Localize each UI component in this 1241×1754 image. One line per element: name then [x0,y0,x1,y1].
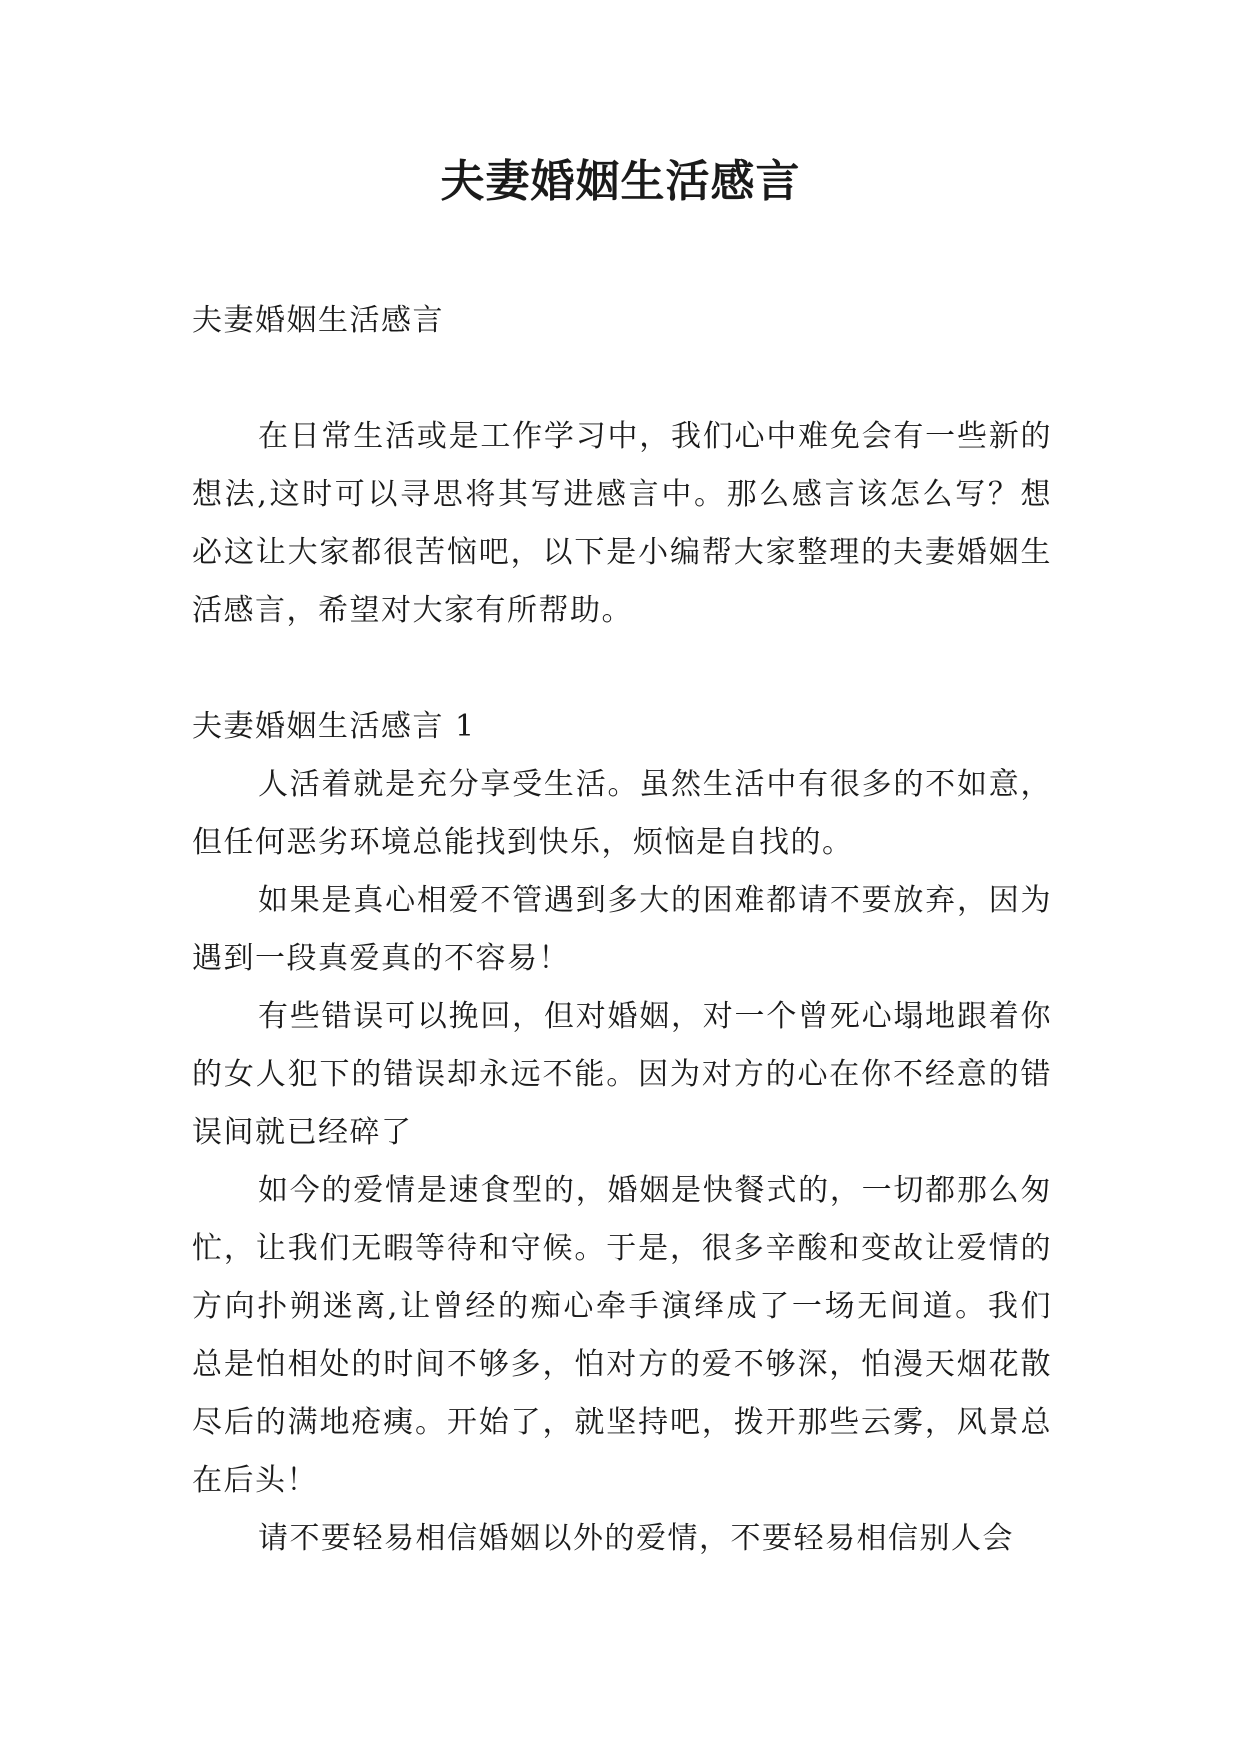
document-title: 夫妻婚姻生活感言 [440,156,801,207]
section-heading: 夫妻婚姻生活感言 1 [192,709,476,744]
intro-paragraph: 在日常生活或是工作学习中，我们心中难免会有一些新的想法,这时可以寻思将其写进感言中。那么感言该怎么写？想必这让大家都很苦恼吧，以下是小编帮大家整理的夫妻婚姻生活感言，希望对大家有所帮助。 [192,419,1052,628]
body-paragraph: 人活着就是充分享受生活。虽然生活中有很多的不如意，但任何恶劣环境总能找到快乐，烦恼是自找的。 [192,767,1052,860]
document-body [192,292,1052,1568]
body-paragraph: 有些错误可以挽回，但对婚姻，对一个曾死心塌地跟着你的女人犯下的错误却永远不能。因为对方的心在你不经意的错误间就已经碎了 [192,999,1052,1150]
body-paragraph: 请不要轻易相信婚姻以外的爱情，不要轻易相信别人会 [258,1521,1014,1556]
body-paragraph: 如果是真心相爱不管遇到多大的困难都请不要放弃，因为遇到一段真爱真的不容易！ [192,883,1052,976]
document-subtitle: 夫妻婚姻生活感言 [192,303,444,338]
body-paragraph: 如今的爱情是速食型的，婚姻是快餐式的，一切都那么匆忙，让我们无暇等待和守候。于是，很多辛酸和变故让爱情的方向扑朔迷离,让曾经的痴心牵手演绎成了一场无间道。我们总是怕相处的时间不够多，怕对方的爱不够深，怕漫天烟花散尽后的满地疮痍。开始了，就坚持吧，拨开那些云雾，风景总在后头！ [192,1173,1052,1498]
